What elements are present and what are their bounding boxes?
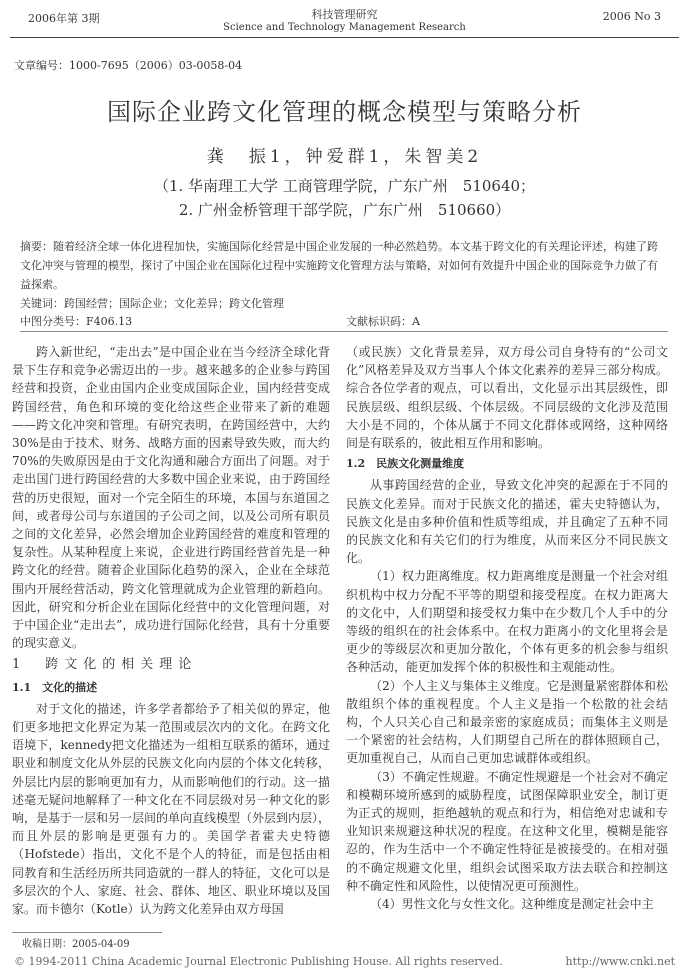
footnote-rule [12,932,162,933]
paper-title: 国际企业跨文化管理的概念模型与策略分析 [107,98,582,126]
paragraph-1-1: 对于文化的描述，许多学者都给予了相关似的界定，他们更多地把文化界定为某一范围或层次内的文化。在跨文化语境下，kennedy把文化描述为一组相互联系的循环，通过职业和制度文化从外层的民族文化向内层的个体文化转移，外层比内层的影响更加有力，从而影响他们的行动。这一描述毫无疑问地解释了一种文化在不同层级对另一种文化的影响，是基于一层和另一层间的单向直线模型（外层到内层），而且外层的影响是更强有力的。美国学者霍夫史特德（Hofstede）指出，文化不是个人的特征，而是包括由相同教育和生活经历所共同造就的一群人的特征，文化可以是多层次的个人、家庭、社会、群体、地区、职业环境以及国家。而卡德尔（Kotle）认为跨文化差异由双方母国 [12,701,331,917]
dimension-individualism: （2）个人主义与集体主义维度。它是测量紧密群体和松散组织个体的重视程度。个人主义是指一个松散的社会结构，个人只关心自己和最亲密的家庭成员；而集体主义则是一个紧密的社会结构，人们期望自己所在的群体照顾自己，更加重视自己，从而自己更加忠诚群体或组织。 [346,678,668,766]
running-header-journal-en: Science and Technology Management Research [223,22,466,33]
subsection-1-1-heading: 1.1 文化的描述 [12,680,98,694]
header-rule [10,37,679,38]
abstract: 摘要：随着经济全球一体化进程加快，实施国际化经营是中国企业发展的一种必然趋势。本文基于跨文化的有关理论评述，构建了跨文化冲突与管理的模型，探讨了中国企业在国际化过程中实施跨文化管理方法与策略，对如何有效提升中国企业的国际竞争力做了有益探索。 [20,240,658,291]
abstract-rule [20,331,668,332]
intro-paragraph: 跨入新世纪，“走出去”是中国企业在当今经济全球化背景下生存和竞争必需迈出的一步。越来越多的企业参与跨国经营和投资，企业由国内企业变成国际企业，国内经营变成跨国经营，角色和环境的变化给这些企业带来了新的难题——跨文化冲突和管理。有研究表明，在跨国经营中，大约30%是由于技术、财务、战略方面的因素导致失败，而大约70%的失败原因是由于文化沟通和融合方面出了问题。对于走出国门进行跨国经营的大多数中国企业来说，由于跨国经营的历史很短，面对一个完全陌生的环境，本国与东道国之间，或者母公司与东道国的子公司之间，以及公司所有职员之间的文化差异，必然会增加企业跨国经营的难度和管理的复杂性。从某种程度上来说，企业进行跨国经营首先是一种跨文化的经营。随着企业国际化趋势的深入，企业在全球范围内开展经营活动，跨文化管理就成为企业管理的新趋向。因此，研究和分析企业在国际化经营中的文化管理问题，对于中国企业“走出去”，成功进行国际化经营，具有十分重要的现实意义。 [12,345,330,651]
running-header-left: 2006年第 3期 [28,12,100,25]
affiliation-2: 2. 广州金桥管理干部学院，广东广州 510660） [178,201,511,219]
document-code: 文献标识码：A [346,315,420,328]
author-list: 龚 振1，钟爱群1，朱智美2 [206,147,483,167]
keywords: 关键词：跨国经营；国际企业；文化差异；跨文化管理 [20,297,284,310]
article-id: 文章编号：1000-7695（2006）03-0058-04 [14,59,243,72]
affiliation-1: （1. 华南理工大学 工商管理学院，广东广州 510640； [153,177,536,195]
dimension-uncertainty-avoidance: （3）不确定性规避。不确定性规避是一个社会对不确定和模糊环境所感到的威胁程度，试图保障职业安全，制订更为正式的规则，拒绝越轨的观点和行为，相信绝对忠诚和专业知识来规避这种状况的程度。在这种文化里，模糊是能容忍的，作为生活中一个不确定性特征是被接受的。在相对强的不确定规避文化里，组织会试图采取方法去联合和控制这种不确定性和风险性，以使情况更可预测性。 [346,769,668,893]
paragraph-1-2: 从事跨国经营的企业，导致文化冲突的起源在于不同的民族文化差异。而对于民族文化的描述，霍夫史特德认为，民族文化是由多种价值和性质等组成，并且确定了五种不同的民族文化和有关它们的行为维度，从而来区分不同民族文化。 [346,478,668,566]
subsection-1-2-heading: 1.2 民族文化测量维度 [346,457,465,471]
clc-number: 中图分类号：F406.13 [20,315,133,328]
running-header-journal-cn: 科技管理研究 [311,8,378,21]
copyright-notice: © 1994-2011 China Academic Journal Electronic Publishing House. All rights reserved. [14,955,503,968]
section-1-heading: 1 跨文化的相关理论 [12,657,198,673]
dimension-power-distance: （1）权力距离维度。权力距离维度是测量一个社会对组织机构中权力分配不平等的期望和接受程度。在权力距离大的文化中，人们期望和接受权力集中在少数几个人手中的分等级的组织在的社会体系中。在权力距离小的文化里将会是更少的等级层次和更加分散化，个体有更多的机会参与组织各种活动，能更加发挥个体的积极性和主观能动性。 [346,569,668,675]
cnki-website: http://www.cnki.net [565,955,675,968]
right-column [346,343,668,913]
dimension-masculinity: （4）男性文化与女性文化。这种维度是测定社会中主 [370,897,654,912]
continued-paragraph: （或民族）文化背景差异，双方母公司自身特有的“公司文化”风格差异及双方当事人个体文化素养的差异三部分构成。综合各位学者的观点，可以看出，文化显示出其层级性，即民族层级、组织层级、个体层级。不同层级的文化涉及范围大小是不同的，个体从属于不同文化群体或网络，这种网络间是有联系的，彼此相互作用和影响。 [346,345,668,451]
received-date: 收稿日期：2005-04-09 [22,939,130,950]
left-column [12,343,330,918]
running-header-right: 2006 No 3 [602,10,661,23]
